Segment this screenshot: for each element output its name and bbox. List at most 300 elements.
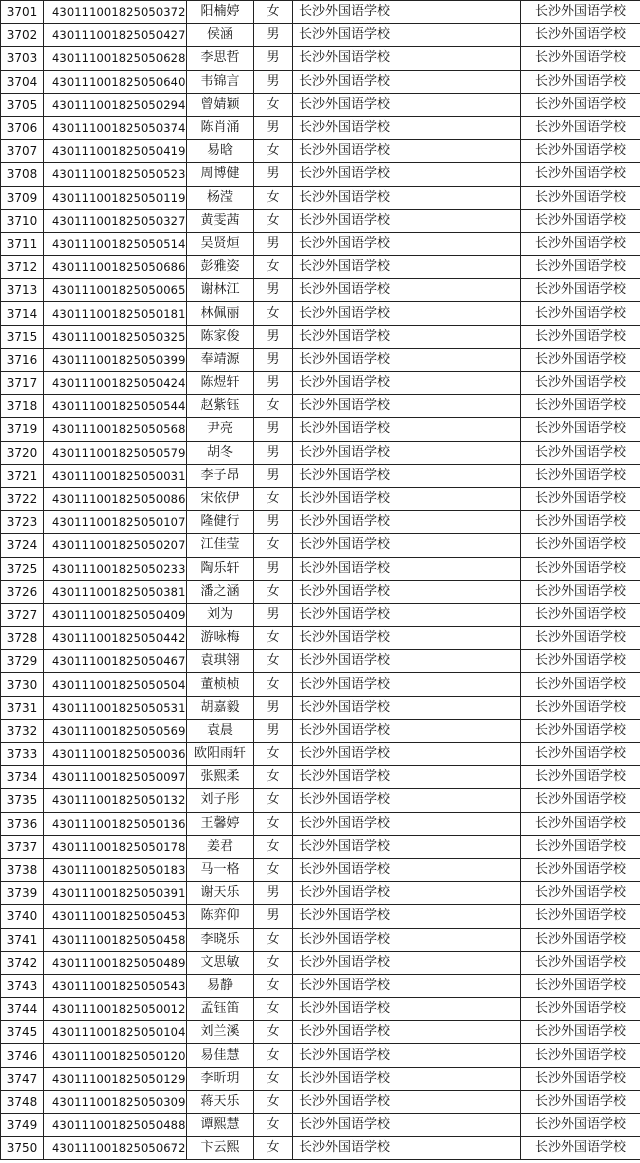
table-row [1,789,640,812]
student-id: 430111001825050181 [44,302,187,325]
roster-body [1,1,640,1160]
graduated-school: 长沙外国语学校 [293,116,521,139]
graduated-school: 长沙外国语学校 [293,974,521,997]
student-sex: 女 [254,951,293,974]
graduated-school: 长沙外国语学校 [293,325,521,348]
admitted-school: 长沙外国语学校 [521,140,640,163]
student-id: 430111001825050104 [44,1021,187,1044]
student-id: 430111001825050504 [44,673,187,696]
graduated-school: 长沙外国语学校 [293,232,521,255]
student-id: 430111001825050325 [44,325,187,348]
row-number: 3739 [1,882,44,905]
student-sex: 女 [254,627,293,650]
student-id: 430111001825050419 [44,140,187,163]
admitted-school: 长沙外国语学校 [521,1114,640,1137]
student-name: 陶乐轩 [187,557,254,580]
student-name: 刘子彤 [187,789,254,812]
row-number: 3709 [1,186,44,209]
table-row [1,1044,640,1067]
graduated-school: 长沙外国语学校 [293,789,521,812]
row-number: 3710 [1,209,44,232]
graduated-school: 长沙外国语学校 [293,1114,521,1137]
table-row [1,673,640,696]
student-name: 游咏梅 [187,627,254,650]
graduated-school: 长沙外国语学校 [293,580,521,603]
student-sex: 男 [254,325,293,348]
admitted-school: 长沙外国语学校 [521,209,640,232]
student-id: 430111001825050107 [44,511,187,534]
graduated-school: 长沙外国语学校 [293,348,521,371]
row-number: 3723 [1,511,44,534]
student-id: 430111001825050569 [44,719,187,742]
student-sex: 女 [254,580,293,603]
student-name: 陈家俊 [187,325,254,348]
student-sex: 男 [254,116,293,139]
student-sex: 男 [254,372,293,395]
student-name: 董桢桢 [187,673,254,696]
graduated-school: 长沙外国语学校 [293,812,521,835]
student-id: 430111001825050458 [44,928,187,951]
admitted-school: 长沙外国语学校 [521,116,640,139]
graduated-school: 长沙外国语学校 [293,511,521,534]
row-number: 3749 [1,1114,44,1137]
row-number: 3745 [1,1021,44,1044]
student-sex: 女 [254,534,293,557]
table-row [1,348,640,371]
student-name: 袁晨 [187,719,254,742]
student-sex: 女 [254,673,293,696]
student-id: 430111001825050294 [44,93,187,116]
table-row [1,719,640,742]
graduated-school: 长沙外国语学校 [293,441,521,464]
student-id: 430111001825050207 [44,534,187,557]
student-sex: 男 [254,348,293,371]
student-id: 430111001825050409 [44,603,187,626]
row-number: 3725 [1,557,44,580]
student-id: 430111001825050568 [44,418,187,441]
admitted-school: 长沙外国语学校 [521,766,640,789]
student-id: 430111001825050132 [44,789,187,812]
student-name: 阳楠婷 [187,1,254,24]
student-id: 430111001825050031 [44,464,187,487]
admitted-school: 长沙外国语学校 [521,325,640,348]
admitted-school: 长沙外国语学校 [521,998,640,1021]
row-number: 3735 [1,789,44,812]
table-row [1,1090,640,1113]
student-id: 430111001825050012 [44,998,187,1021]
student-name: 潘之涵 [187,580,254,603]
student-id: 430111001825050672 [44,1137,187,1160]
student-sex: 女 [254,974,293,997]
row-number: 3704 [1,70,44,93]
graduated-school: 长沙外国语学校 [293,186,521,209]
student-sex: 男 [254,696,293,719]
student-name: 赵紫钰 [187,395,254,418]
admitted-school: 长沙外国语学校 [521,719,640,742]
row-number: 3729 [1,650,44,673]
student-sex: 女 [254,1090,293,1113]
table-row [1,418,640,441]
row-number: 3732 [1,719,44,742]
row-number: 3721 [1,464,44,487]
row-number: 3716 [1,348,44,371]
admitted-school: 长沙外国语学校 [521,835,640,858]
student-sex: 女 [254,928,293,951]
table-row [1,1021,640,1044]
admitted-school: 长沙外国语学校 [521,47,640,70]
student-name: 谭熙慧 [187,1114,254,1137]
graduated-school: 长沙外国语学校 [293,627,521,650]
student-sex: 女 [254,93,293,116]
student-id: 430111001825050424 [44,372,187,395]
student-name: 易佳慧 [187,1044,254,1067]
student-sex: 女 [254,1021,293,1044]
table-row [1,93,640,116]
graduated-school: 长沙外国语学校 [293,766,521,789]
table-row [1,627,640,650]
admitted-school: 长沙外国语学校 [521,812,640,835]
graduated-school: 长沙外国语学校 [293,858,521,881]
graduated-school: 长沙外国语学校 [293,70,521,93]
admitted-school: 长沙外国语学校 [521,256,640,279]
admitted-school: 长沙外国语学校 [521,302,640,325]
student-id: 430111001825050178 [44,835,187,858]
student-id: 430111001825050579 [44,441,187,464]
student-name: 曾婧颖 [187,93,254,116]
admitted-school: 长沙外国语学校 [521,93,640,116]
admitted-school: 长沙外国语学校 [521,1044,640,1067]
student-sex: 男 [254,279,293,302]
student-name: 孟钰笛 [187,998,254,1021]
student-sex: 男 [254,882,293,905]
student-sex: 男 [254,47,293,70]
student-id: 430111001825050442 [44,627,187,650]
table-row [1,905,640,928]
table-row [1,534,640,557]
student-id: 430111001825050086 [44,487,187,510]
student-sex: 男 [254,418,293,441]
student-name: 谢天乐 [187,882,254,905]
student-name: 张熙柔 [187,766,254,789]
row-number: 3707 [1,140,44,163]
student-id: 430111001825050453 [44,905,187,928]
table-row [1,858,640,881]
student-sex: 女 [254,1067,293,1090]
table-row [1,650,640,673]
admitted-school: 长沙外国语学校 [521,1090,640,1113]
admitted-school: 长沙外国语学校 [521,372,640,395]
graduated-school: 长沙外国语学校 [293,163,521,186]
table-row [1,140,640,163]
student-id: 430111001825050399 [44,348,187,371]
student-name: 卞云熙 [187,1137,254,1160]
admitted-school: 长沙外国语学校 [521,789,640,812]
table-row [1,1137,640,1160]
student-sex: 女 [254,395,293,418]
student-name: 陈肖涌 [187,116,254,139]
row-number: 3712 [1,256,44,279]
graduated-school: 长沙外国语学校 [293,302,521,325]
student-id: 430111001825050065 [44,279,187,302]
admitted-school: 长沙外国语学校 [521,464,640,487]
table-row [1,441,640,464]
graduated-school: 长沙外国语学校 [293,140,521,163]
table-row [1,928,640,951]
graduated-school: 长沙外国语学校 [293,418,521,441]
table-row [1,812,640,835]
admitted-school: 长沙外国语学校 [521,1,640,24]
admitted-school: 长沙外国语学校 [521,603,640,626]
student-sex: 男 [254,603,293,626]
admitted-school: 长沙外国语学校 [521,232,640,255]
graduated-school: 长沙外国语学校 [293,47,521,70]
graduated-school: 长沙外国语学校 [293,1067,521,1090]
graduated-school: 长沙外国语学校 [293,534,521,557]
row-number: 3736 [1,812,44,835]
student-id: 430111001825050374 [44,116,187,139]
row-number: 3713 [1,279,44,302]
graduated-school: 长沙外国语学校 [293,557,521,580]
student-sex: 女 [254,1,293,24]
student-sex: 女 [254,858,293,881]
admitted-school: 长沙外国语学校 [521,487,640,510]
student-name: 蒋天乐 [187,1090,254,1113]
student-name: 易晗 [187,140,254,163]
student-name: 陈煜轩 [187,372,254,395]
row-number: 3711 [1,232,44,255]
student-id: 430111001825050036 [44,743,187,766]
graduated-school: 长沙外国语学校 [293,1021,521,1044]
table-row [1,511,640,534]
row-number: 3728 [1,627,44,650]
student-sex: 女 [254,302,293,325]
table-row [1,580,640,603]
student-id: 430111001825050233 [44,557,187,580]
admitted-school: 长沙外国语学校 [521,418,640,441]
row-number: 3744 [1,998,44,1021]
student-name: 黄雯茜 [187,209,254,232]
table-row [1,974,640,997]
graduated-school: 长沙外国语学校 [293,1044,521,1067]
table-row [1,232,640,255]
student-name: 姜君 [187,835,254,858]
row-number: 3706 [1,116,44,139]
graduated-school: 长沙外国语学校 [293,743,521,766]
student-id: 430111001825050523 [44,163,187,186]
student-sex: 男 [254,464,293,487]
admitted-school: 长沙外国语学校 [521,511,640,534]
row-number: 3722 [1,487,44,510]
student-sex: 女 [254,209,293,232]
row-number: 3731 [1,696,44,719]
student-id: 430111001825050544 [44,395,187,418]
graduated-school: 长沙外国语学校 [293,998,521,1021]
student-id: 430111001825050640 [44,70,187,93]
admitted-school: 长沙外国语学校 [521,650,640,673]
row-number: 3727 [1,603,44,626]
row-number: 3733 [1,743,44,766]
student-name: 李子昂 [187,464,254,487]
admitted-school: 长沙外国语学校 [521,696,640,719]
student-sex: 男 [254,511,293,534]
student-id: 430111001825050183 [44,858,187,881]
student-id: 430111001825050381 [44,580,187,603]
graduated-school: 长沙外国语学校 [293,673,521,696]
student-id: 430111001825050543 [44,974,187,997]
table-row [1,395,640,418]
table-row [1,557,640,580]
student-sex: 女 [254,766,293,789]
student-name: 李昕玥 [187,1067,254,1090]
student-sex: 女 [254,186,293,209]
student-sex: 女 [254,650,293,673]
row-number: 3717 [1,372,44,395]
graduated-school: 长沙外国语学校 [293,279,521,302]
student-name: 隆健行 [187,511,254,534]
student-id: 430111001825050119 [44,186,187,209]
admitted-school: 长沙外国语学校 [521,186,640,209]
row-number: 3738 [1,858,44,881]
student-sex: 女 [254,835,293,858]
table-row [1,325,640,348]
row-number: 3740 [1,905,44,928]
row-number: 3719 [1,418,44,441]
student-id: 430111001825050427 [44,24,187,47]
row-number: 3741 [1,928,44,951]
admitted-school: 长沙外国语学校 [521,163,640,186]
graduated-school: 长沙外国语学校 [293,1137,521,1160]
table-row [1,766,640,789]
table-row [1,487,640,510]
admitted-school: 长沙外国语学校 [521,70,640,93]
row-number: 3724 [1,534,44,557]
admitted-school: 长沙外国语学校 [521,279,640,302]
graduated-school: 长沙外国语学校 [293,719,521,742]
graduated-school: 长沙外国语学校 [293,905,521,928]
student-sex: 女 [254,487,293,510]
table-row [1,603,640,626]
table-row [1,743,640,766]
student-name: 欧阳雨轩 [187,743,254,766]
admitted-school: 长沙外国语学校 [521,557,640,580]
graduated-school: 长沙外国语学校 [293,1,521,24]
student-name: 尹亮 [187,418,254,441]
student-id: 430111001825050686 [44,256,187,279]
student-id: 430111001825050097 [44,766,187,789]
student-name: 吴贤烜 [187,232,254,255]
table-row [1,116,640,139]
graduated-school: 长沙外国语学校 [293,835,521,858]
student-name: 谢林江 [187,279,254,302]
student-id: 430111001825050309 [44,1090,187,1113]
admitted-school: 长沙外国语学校 [521,974,640,997]
graduated-school: 长沙外国语学校 [293,487,521,510]
admitted-school: 长沙外国语学校 [521,1137,640,1160]
student-id: 430111001825050372 [44,1,187,24]
student-name: 易静 [187,974,254,997]
table-row [1,951,640,974]
graduated-school: 长沙外国语学校 [293,372,521,395]
student-name: 胡冬 [187,441,254,464]
admitted-school: 长沙外国语学校 [521,951,640,974]
table-row [1,209,640,232]
student-name: 王馨婷 [187,812,254,835]
row-number: 3750 [1,1137,44,1160]
graduated-school: 长沙外国语学校 [293,882,521,905]
row-number: 3715 [1,325,44,348]
table-row [1,256,640,279]
admitted-school: 长沙外国语学校 [521,24,640,47]
table-row [1,696,640,719]
admitted-school: 长沙外国语学校 [521,858,640,881]
row-number: 3726 [1,580,44,603]
student-sex: 男 [254,163,293,186]
student-sex: 女 [254,256,293,279]
table-row [1,464,640,487]
graduated-school: 长沙外国语学校 [293,464,521,487]
row-number: 3737 [1,835,44,858]
graduated-school: 长沙外国语学校 [293,650,521,673]
admitted-school: 长沙外国语学校 [521,928,640,951]
student-name: 林佩丽 [187,302,254,325]
admitted-school: 长沙外国语学校 [521,627,640,650]
student-name: 杨滢 [187,186,254,209]
graduated-school: 长沙外国语学校 [293,395,521,418]
table-row [1,1114,640,1137]
student-name: 陈弈仰 [187,905,254,928]
graduated-school: 长沙外国语学校 [293,928,521,951]
table-row [1,186,640,209]
student-id: 430111001825050391 [44,882,187,905]
student-sex: 男 [254,441,293,464]
student-id: 430111001825050136 [44,812,187,835]
student-sex: 男 [254,232,293,255]
admitted-school: 长沙外国语学校 [521,882,640,905]
student-id: 430111001825050467 [44,650,187,673]
student-name: 彭雅姿 [187,256,254,279]
student-sex: 男 [254,557,293,580]
student-name: 胡嘉毅 [187,696,254,719]
table-row [1,47,640,70]
row-number: 3705 [1,93,44,116]
table-row [1,163,640,186]
admitted-school: 长沙外国语学校 [521,1067,640,1090]
row-number: 3748 [1,1090,44,1113]
table-row [1,372,640,395]
student-name: 侯涵 [187,24,254,47]
table-row [1,70,640,93]
student-sex: 女 [254,1137,293,1160]
admitted-school: 长沙外国语学校 [521,395,640,418]
row-number: 3742 [1,951,44,974]
admitted-school: 长沙外国语学校 [521,580,640,603]
graduated-school: 长沙外国语学校 [293,256,521,279]
row-number: 3714 [1,302,44,325]
table-row [1,302,640,325]
graduated-school: 长沙外国语学校 [293,209,521,232]
student-name: 韦锦言 [187,70,254,93]
student-sex: 女 [254,1114,293,1137]
graduated-school: 长沙外国语学校 [293,24,521,47]
row-number: 3743 [1,974,44,997]
graduated-school: 长沙外国语学校 [293,1090,521,1113]
table-row [1,24,640,47]
student-sex: 男 [254,24,293,47]
row-number: 3730 [1,673,44,696]
student-sex: 女 [254,1044,293,1067]
student-name: 马一格 [187,858,254,881]
student-name: 文思敏 [187,951,254,974]
